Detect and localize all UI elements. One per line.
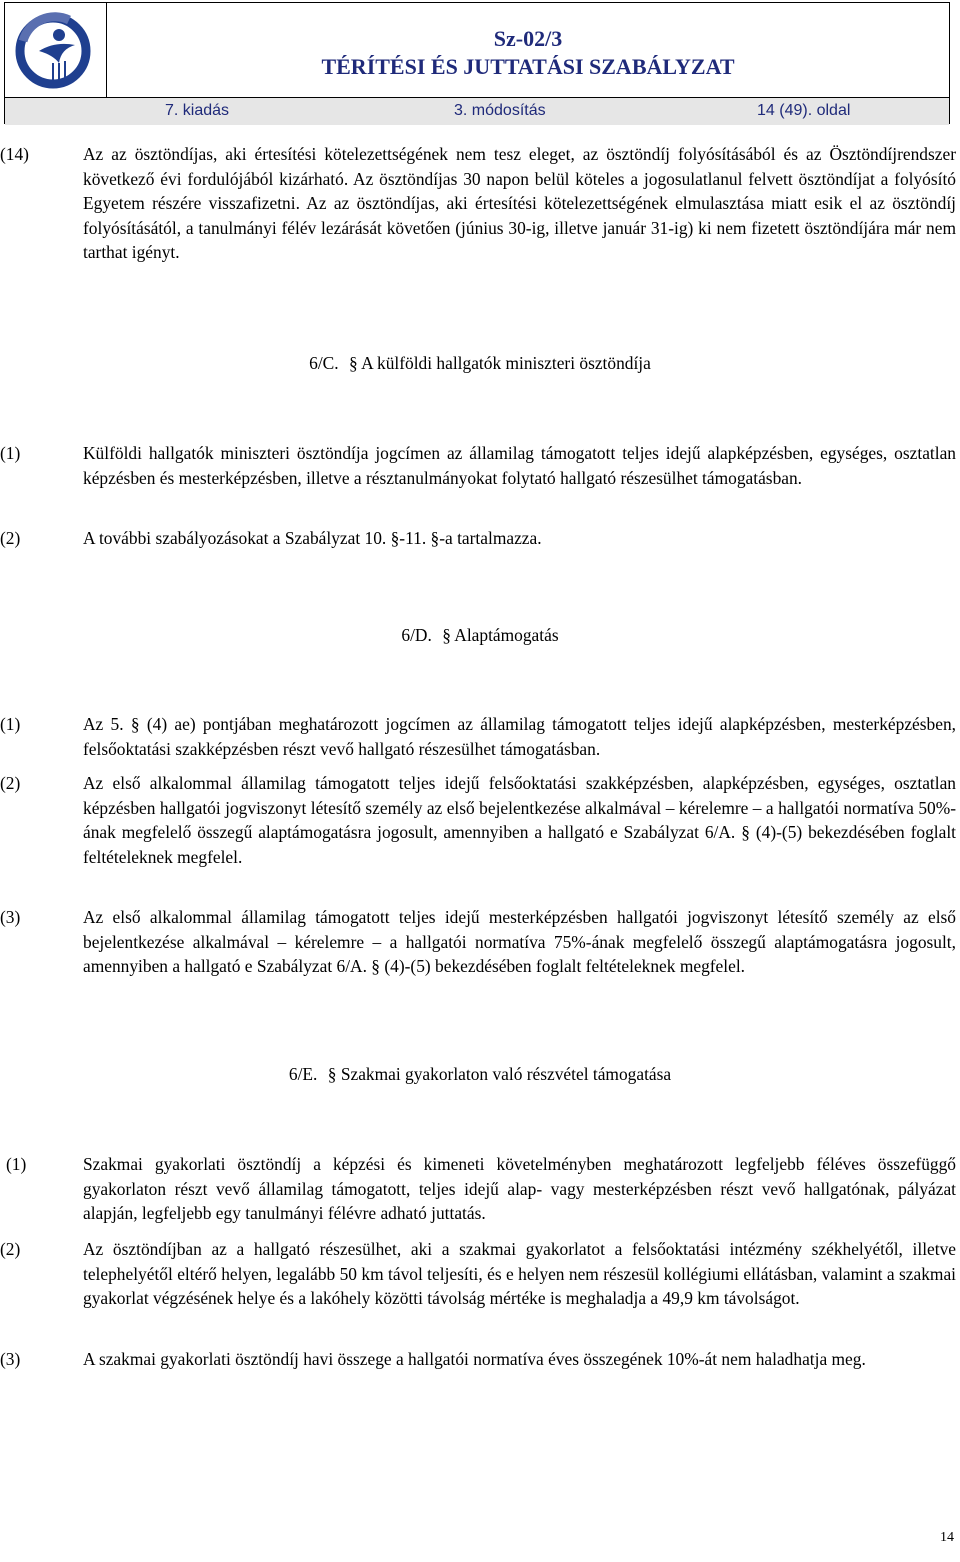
section-number: 6/D. [401, 625, 432, 645]
section-sign-icon: § [327, 1064, 337, 1084]
section-title: Szakmai gyakorlaton való részvétel támogatása [340, 1064, 672, 1084]
document-title: TÉRÍTÉSI ÉS JUTTATÁSI SZABÁLYZAT [321, 54, 735, 79]
paragraph-text: Külföldi hallgatók miniszteri ösztöndíja jogcímen az államilag támogatott teljes idejű alapképzésben, egységes, osztatlan képzésben és mesterképzésben, illetve a résztanulmányokat folytató hallgató részesülhet támogatásban. [83, 443, 956, 488]
page-number: 14 [940, 1530, 954, 1545]
paragraph-number: (2) [0, 1239, 21, 1259]
paragraph-number: (3) [0, 1349, 21, 1369]
section-sign-icon: § [348, 353, 358, 373]
document-info-row [5, 97, 949, 125]
section-number: 6/E. [288, 1064, 318, 1084]
paragraph-text: Az 5. § (4) ae) pontjában meghatározott jogcímen az államilag támogatott teljes idejű alapképzésben, mesterképzésben, felsőoktatási szakképzésben részt vevő hallgató részesülhet támogatásban. [83, 714, 956, 759]
document-header [4, 2, 950, 124]
page-label: 14 (49). oldal [757, 102, 851, 119]
university-logo-icon [13, 11, 99, 91]
paragraph-text: A további szabályozásokat a Szabályzat 10. §-11. §-a tartalmazza. [83, 528, 542, 548]
title-cell [107, 3, 949, 97]
section-sign-icon: § [442, 625, 451, 645]
logo-cell [5, 3, 107, 97]
paragraph-number: (14) [0, 144, 29, 164]
paragraph-text: Az első alkalommal államilag támogatott teljes idejű felsőoktatási szakképzésben, alapképzésben, egységes, osztatlan képzésben hallgatói jogviszonyt létesítő személy az első bejelentkezése alkalmával – kérelemre – a hallgatói normatíva 50%-ának megfelelő összegű alaptámogatásra jogosult, amennyiben a hallgató e Szabályzat 6/A. § (4)-(5) bekezdésében foglalt feltételeknek megfelel. [83, 773, 956, 867]
paragraph-text: Az első alkalommal államilag támogatott teljes idejű mesterképzésben hallgatói jogviszonyt létesítő személy az első bejelentkezése alkalmával – kérelemre – a hallgatói normatíva 75%-ának megfelelő összegű alaptámogatásra jogosult, amennyiben a hallgató e Szabályzat 6/A. § (4)-(5) bekezdésében foglalt feltételeknek megfelel. [83, 907, 956, 976]
edition-label: 7. kiadás [165, 102, 230, 119]
paragraph-number: (2) [0, 528, 21, 548]
modification-label: 3. módosítás [454, 102, 546, 119]
section-heading-6d [0, 623, 960, 647]
paragraph-text: A szakmai gyakorlati ösztöndíj havi összege a hallgatói normatíva éves összegének 10%-át nem haladhatja meg. [83, 1349, 866, 1369]
section-number: 6/C. [309, 353, 339, 373]
paragraph-text: Szakmai gyakorlati ösztöndíj a képzési és kimeneti követelményben meghatározott legfeljebb féléves összefüggő gyakorlaton részt vevő államilag támogatott, teljes idejű alap- vagy mesterképzésben részt vevő hallgatónak, pályázat alapján, legfeljebb egy tanulmányi félévre adható juttatás. [83, 1154, 956, 1223]
section-heading-6e [0, 1062, 960, 1086]
section-heading-6c [0, 351, 960, 375]
paragraph-text: Az az ösztöndíjas, aki értesítési kötelezettségének nem tesz eleget, az ösztöndíj folyósításából és az Ösztöndíjrendszer következő évi fordulójából kizárható. Az ösztöndíjas 30 napon belül köteles a jogosulatlanul felvett ösztöndíjat a folyósító Egyetem részére visszafizetni. Az az ösztöndíjas, aki értesítési kötelezettségének elmulasztása miatt esik el az ösztöndíj folyósításától, a tanulmányi félév lezárását követően (június 30-ig, illetve január 31-ig) ki nem fizetett ösztöndíjára már nem tarthat igényt. [83, 144, 956, 262]
paragraph-number: (1) [6, 1154, 27, 1174]
document-code: Sz-02/3 [493, 26, 563, 51]
paragraph-number: (2) [0, 773, 21, 793]
section-title: Alaptámogatás [454, 625, 559, 645]
paragraph-number: (3) [0, 907, 21, 927]
paragraph-number: (1) [0, 443, 21, 463]
section-title: A külföldi hallgatók miniszteri ösztöndíja [361, 353, 651, 373]
paragraph-number: (1) [0, 714, 21, 734]
paragraph-text: Az ösztöndíjban az a hallgató részesülhet, aki a szakmai gyakorlatot a felsőoktatási intézmény székhelyétől, illetve telephelyétől eltérő helyen, legalább 50 km távol teljesíti, és e helyen nem részesül kollégiumi ellátásban, valamint a szakmai gyakorlat végzésének helye és a lakóhely közötti távolság mértéke is meghaladja a 49,9 km távolságot. [83, 1239, 956, 1308]
